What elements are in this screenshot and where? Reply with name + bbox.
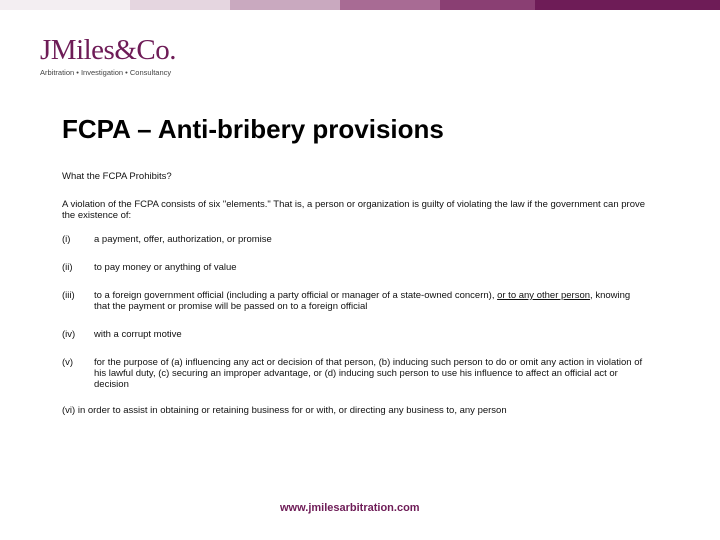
intro-paragraph: A violation of the FCPA consists of six "elements." That is, a person or organization is guilty of violating the law if the government can prove the existence of: <box>62 199 646 221</box>
logo-tagline: Arbitration • Investigation • Consultancy <box>40 68 172 77</box>
item-text-part: , knowing that the payment or promise will be passed on to a foreign official <box>94 290 631 312</box>
item-text: for the purpose of (a) influencing any act or decision of that person, (b) inducing such person to do or omit any action in violation of his lawful duty, (c) securing an improper advantage, or (d) inducing such person to use his influence to affect an official act or decision <box>94 357 643 390</box>
bar-segment <box>440 0 535 10</box>
item-text <box>94 290 647 312</box>
list-item <box>62 290 647 312</box>
bar-segment <box>340 0 440 10</box>
item-number: (v) <box>62 357 74 368</box>
company-logo <box>40 35 190 77</box>
bar-segment <box>535 0 720 10</box>
list-item <box>62 357 647 390</box>
slide-title: FCPA – Anti-bribery provisions <box>62 114 444 144</box>
logo-name: JMiles&Co. <box>40 34 176 66</box>
item-text-part: to a foreign government official (including a party official or manager of a state-owned concern), <box>94 290 498 301</box>
elements-list <box>62 234 647 390</box>
list-item <box>62 329 647 340</box>
item-text-underlined: or to any other person <box>497 290 591 301</box>
item-text: with a corrupt motive <box>94 329 182 340</box>
item-number: (iii) <box>62 290 75 301</box>
footer-url[interactable]: www.jmilesarbitration.com <box>280 502 420 514</box>
item-text: a payment, offer, authorization, or promise <box>94 234 272 245</box>
bar-segment <box>130 0 230 10</box>
item-number: (iv) <box>62 329 76 340</box>
item-number: (ii) <box>62 262 73 273</box>
item-text: to pay money or anything of value <box>94 262 237 273</box>
list-item <box>62 234 647 245</box>
closing-item: (vi) in order to assist in obtaining or retaining business for or with, or directing any business to, any person <box>62 405 507 416</box>
slide-content <box>62 171 647 433</box>
top-color-bar <box>0 0 720 10</box>
item-number: (i) <box>62 234 71 245</box>
list-item <box>62 262 647 273</box>
bar-segment <box>0 0 130 10</box>
bar-segment <box>230 0 340 10</box>
slide-subtitle: What the FCPA Prohibits? <box>62 171 172 182</box>
